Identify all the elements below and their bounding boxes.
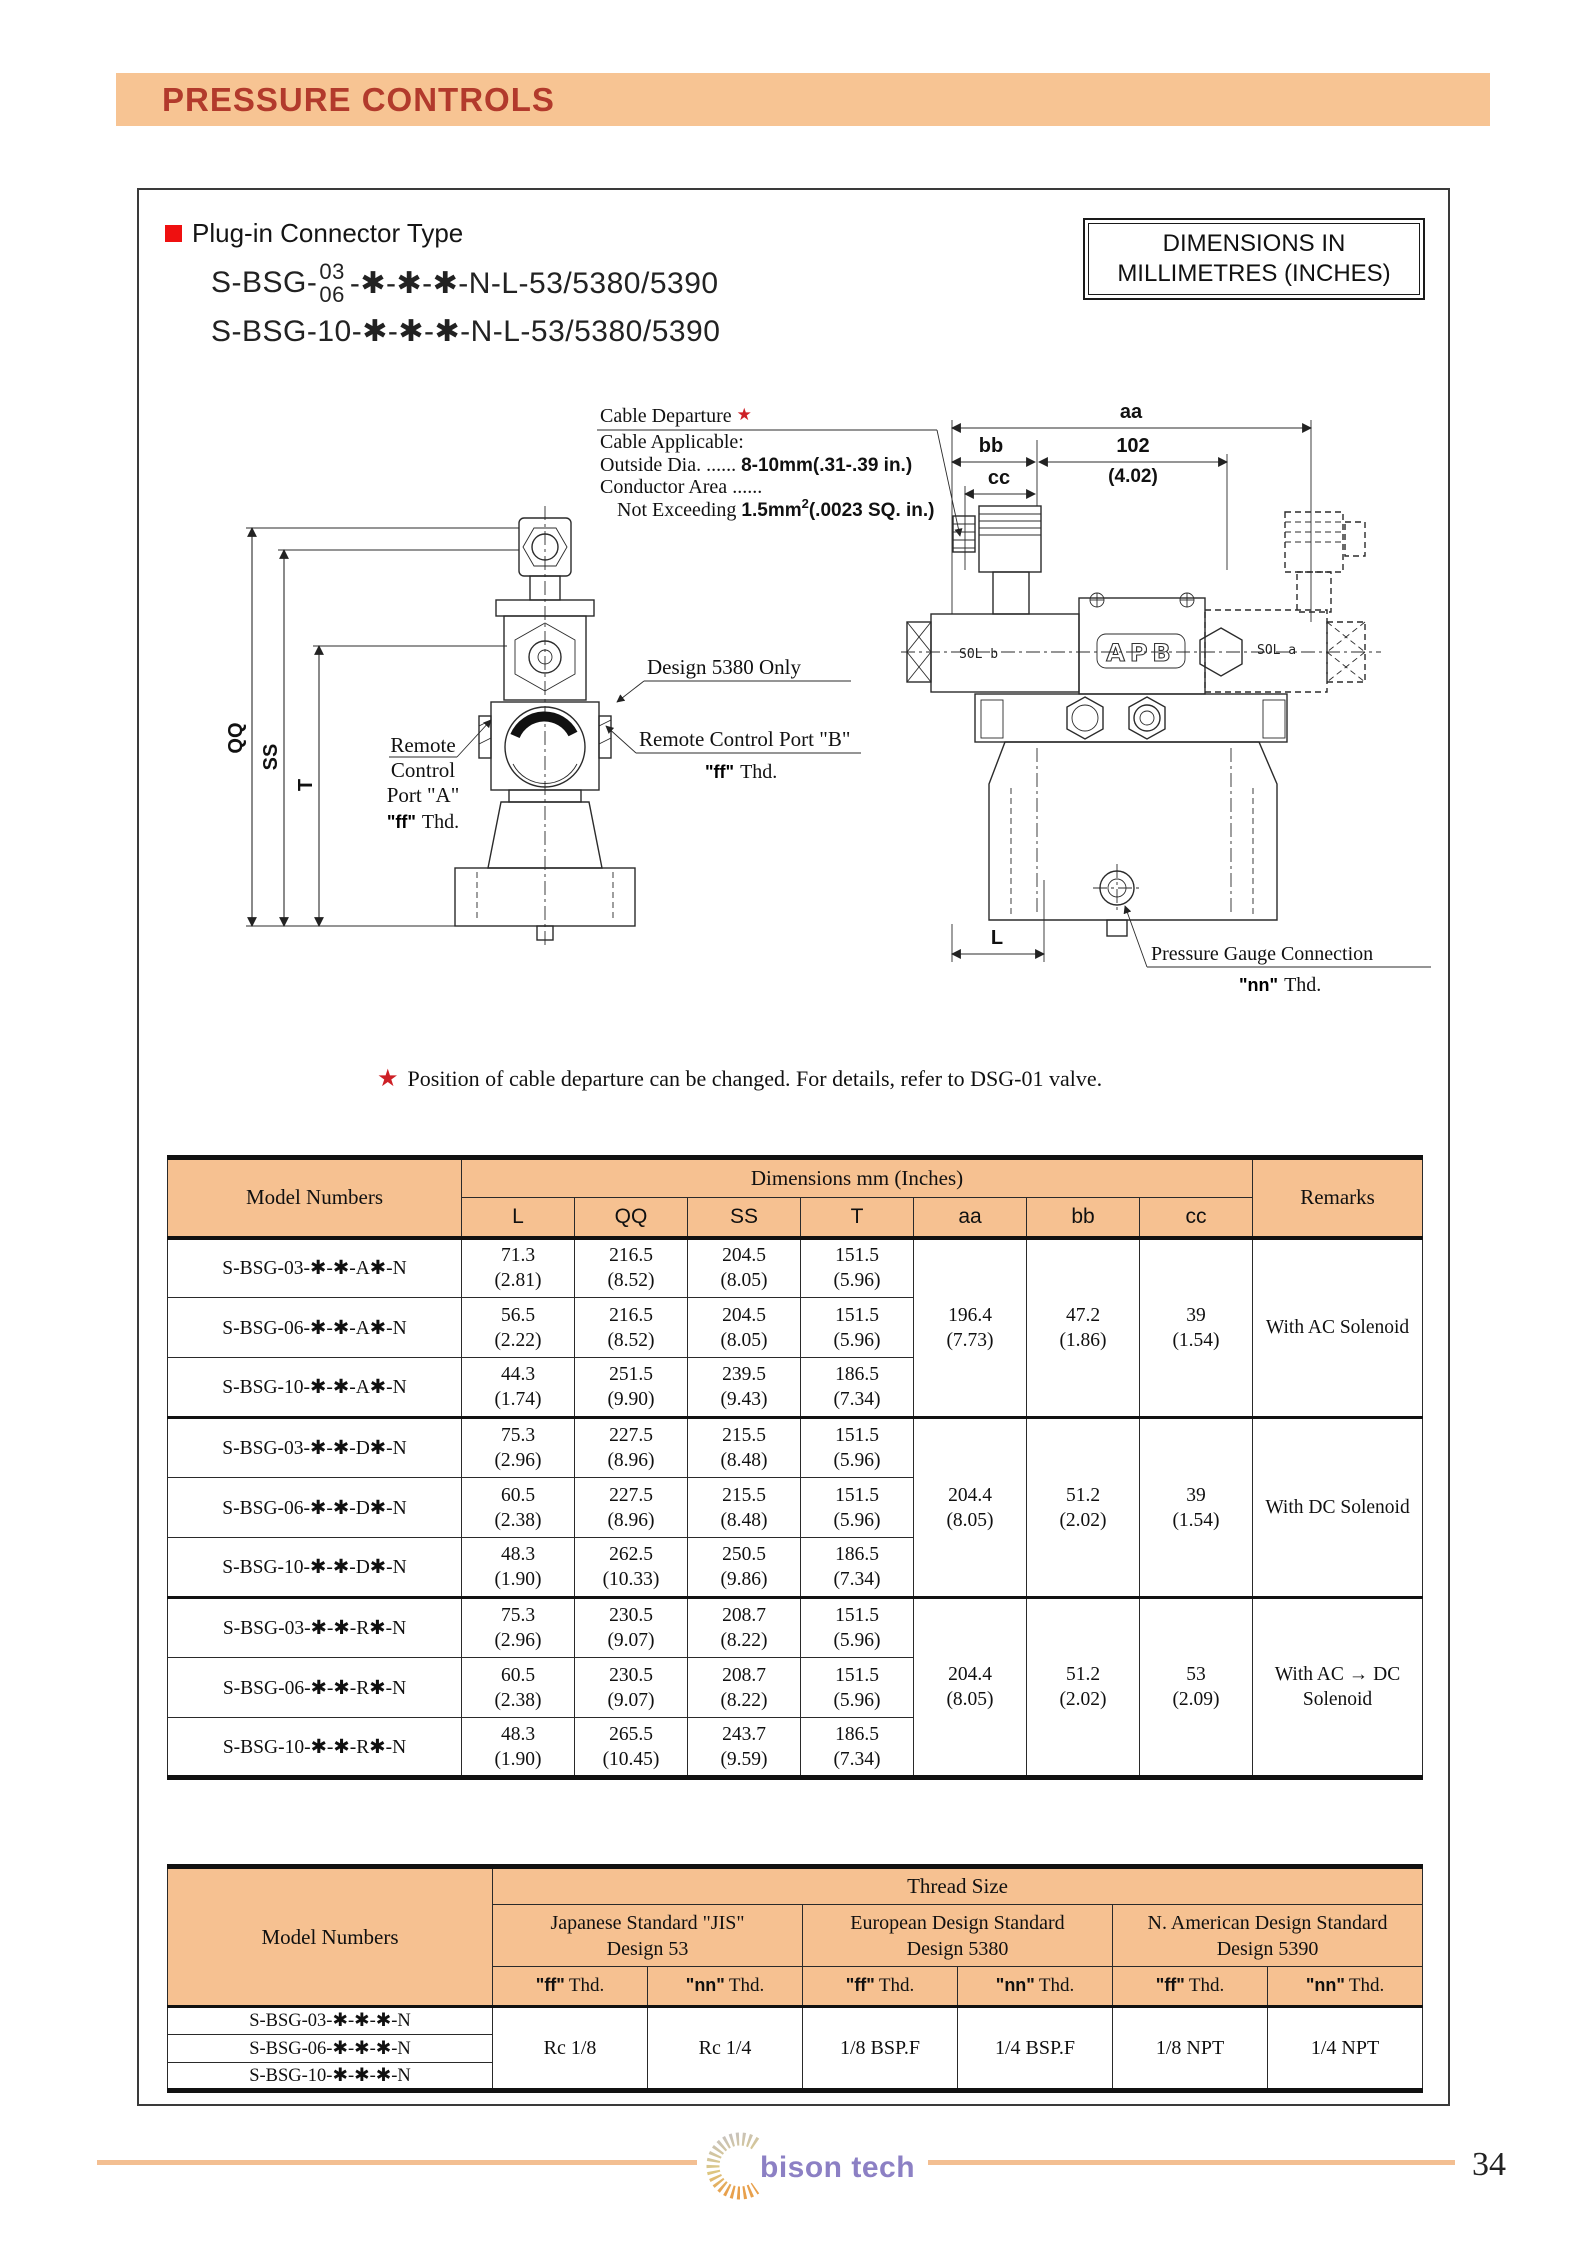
table-row: S-BSG-10-✱-✱-D✱-N 48.3 (1.90) 262.5 (10.33) 250.5 (9.86) 186.5 (7.34) [168, 1538, 1423, 1598]
model-cell: S-BSG-06-✱-✱-A✱-N [168, 1298, 462, 1358]
cable-outside-dia: Outside Dia. ...... 8-10mm(.31-.39 in.) [600, 454, 913, 476]
model-cell: S-BSG-03-✱-✱-D✱-N [168, 1418, 462, 1478]
thread-col-nn-eu: "nn" Thd. [958, 1967, 1113, 2007]
technical-drawing [139, 270, 1452, 1010]
logo-burst-icon [713, 2139, 756, 2193]
table-row: S-BSG-03-✱-✱-R✱-N 75.3 (2.96) 230.5 (9.07) 208.7 (8.22) 151.5 (5.96) 204.4 (8.05) 51.2 (2.02) 53 (2.09) With AC → DC Solenoid [168, 1598, 1423, 1658]
table-row: S-BSG-10-✱-✱-A✱-N 44.3 (1.74) 251.5 (9.90) 239.5 (9.43) 186.5 (7.34) [168, 1358, 1423, 1418]
dim-label-aa: aa [1119, 401, 1143, 423]
remote-port-a-thd: "ff" Thd. [386, 811, 460, 833]
red-star-icon: ★ [377, 1064, 399, 1092]
model-cell: S-BSG-03-✱-✱-A✱-N [168, 1238, 462, 1298]
dim-label-102-inches: (4.02) [1108, 466, 1158, 487]
model-cell: S-BSG-06-✱-✱-D✱-N [168, 1478, 462, 1538]
col-header-t: T [801, 1198, 914, 1238]
sol-b-label: SOL b [959, 647, 999, 662]
subsection-title: Plug-in Connector Type [192, 218, 464, 248]
dim-label-t: T [295, 778, 317, 792]
cable-position-note-text: Position of cable departure can be changed. For details, refer to DSG-01 valve. [407, 1066, 1103, 1091]
thread-value: Rc 1/8 [493, 2007, 648, 2091]
table-row: S-BSG-03-✱-✱-D✱-N 75.3 (2.96) 227.5 (8.96) 215.5 (8.48) 151.5 (5.96) 204.4 (8.05) 51.2 (2.02) 39 (1.54) With DC Solenoid [168, 1418, 1423, 1478]
col-header-aa: aa [914, 1198, 1027, 1238]
remote-port-b-thd: "ff" Thd. [705, 761, 778, 783]
section-banner [116, 73, 1490, 126]
subsection-heading [165, 218, 463, 249]
model-cell: S-BSG-03-✱-✱-R✱-N [168, 1598, 462, 1658]
col-header-l: L [462, 1198, 575, 1238]
table-row: S-BSG-03-✱-✱-A✱-N 71.3 (2.81) 216.5 (8.52) 204.5 (8.05) 151.5 (5.96) 196.4 (7.73) 47.2 (1.86) 39 (1.54) With AC Solenoid [168, 1238, 1423, 1298]
thread-value: 1/8 BSP.F [803, 2007, 958, 2091]
remote-port-a-line3: Port "A" [386, 783, 460, 807]
col-header-remarks: Remarks [1253, 1158, 1423, 1238]
dimensions-table [167, 1155, 1423, 1780]
thread-size-header: Thread Size [493, 1867, 1423, 1905]
front-view-dimensions [225, 528, 519, 926]
thread-col-ff-na: "ff" Thd. [1113, 1967, 1268, 2007]
thread-col-nn-na: "nn" Thd. [1268, 1967, 1423, 2007]
model-cell: S-BSG-10-✱-✱-D✱-N [168, 1538, 462, 1598]
cable-conductor-area: Conductor Area ...... [600, 476, 763, 498]
model-cell: S-BSG-10-✱-✱-R✱-N [168, 1718, 462, 1778]
bisontech-logo [697, 2122, 927, 2208]
col-header-model-numbers: Model Numbers [168, 1158, 462, 1238]
thread-size-table [167, 1864, 1423, 2093]
dim-label-cc: cc [987, 467, 1011, 489]
thread-value: 1/4 BSP.F [958, 2007, 1113, 2091]
model-cell: S-BSG-10-✱-✱-✱-N [168, 2063, 493, 2091]
design-5380-note: Design 5380 Only [647, 655, 801, 679]
col-header-ss: SS [688, 1198, 801, 1238]
table-row: S-BSG-06-✱-✱-D✱-N 60.5 (2.38) 227.5 (8.96) 215.5 (8.48) 151.5 (5.96) [168, 1478, 1423, 1538]
dim-label-qq: QQ [225, 722, 247, 754]
model-size-03: 03 [319, 259, 345, 284]
thread-value: 1/8 NPT [1113, 2007, 1268, 2091]
remark-cell: With AC Solenoid [1253, 1238, 1423, 1418]
dim-label-l: L [990, 927, 1004, 949]
thread-value: 1/4 NPT [1268, 2007, 1423, 2091]
dim-label-102: 102 [1116, 435, 1150, 457]
cable-spec-block [597, 405, 960, 536]
side-view-valve-drawing [901, 506, 1381, 936]
page-title: PRESSURE CONTROLS [162, 81, 555, 118]
standard-jis: Japanese Standard "JIS" Design 53 [493, 1905, 803, 1967]
remark-cell: With DC Solenoid [1253, 1418, 1423, 1598]
thread-col-ff-eu: "ff" Thd. [803, 1967, 958, 2007]
remote-port-b-label: Remote Control Port "B" [639, 727, 851, 751]
standard-european: European Design Standard Design 5380 [803, 1905, 1113, 1967]
remark-cell: With AC → DC Solenoid [1253, 1598, 1423, 1778]
model-cell: S-BSG-10-✱-✱-A✱-N [168, 1358, 462, 1418]
dimensions-note-line2: MILLIMETRES (INCHES) [1117, 260, 1391, 287]
cable-position-note [377, 1064, 1102, 1092]
valve-brand-logo: APB [1106, 639, 1176, 667]
dimensions-note-line1: DIMENSIONS IN [1162, 230, 1346, 257]
model-cell: S-BSG-06-✱-✱-R✱-N [168, 1658, 462, 1718]
col-header-bb: bb [1027, 1198, 1140, 1238]
dim-label-ss: SS [260, 743, 282, 771]
logo-wordmark: bison tech [760, 2151, 916, 2184]
col-header-dimensions: Dimensions mm (Inches) [462, 1158, 1253, 1198]
thread-col-nn-jis: "nn" Thd. [648, 1967, 803, 2007]
front-view-valve-drawing [455, 506, 635, 946]
sol-a-label: SOL a [1257, 643, 1297, 658]
page-number: 34 [1472, 2146, 1506, 2183]
standard-namerican: N. American Design Standard Design 5390 [1113, 1905, 1423, 1967]
content-frame [137, 188, 1450, 2106]
footer-rule-left [97, 2160, 697, 2165]
col-header-qq: QQ [575, 1198, 688, 1238]
table-row [168, 2007, 1423, 2035]
front-view-callouts [387, 655, 861, 833]
col-header-cc: cc [1140, 1198, 1253, 1238]
red-square-bullet-icon [165, 225, 182, 242]
footer-rule-right [928, 2160, 1455, 2165]
cable-not-exceeding: Not Exceeding $1.5mm^2(.0023$ SQ. in.) [617, 496, 935, 521]
dim-label-bb: bb [978, 435, 1004, 457]
thread-value: Rc 1/4 [648, 2007, 803, 2091]
model-size-06: 06 [319, 282, 345, 307]
pressure-gauge-label: Pressure Gauge Connection [1151, 943, 1374, 965]
model-cell: S-BSG-03-✱-✱-✱-N [168, 2007, 493, 2035]
table-row: S-BSG-06-✱-✱-A✱-N 56.5 (2.22) 216.5 (8.52) 204.5 (8.05) 151.5 (5.96) [168, 1298, 1423, 1358]
table-row: S-BSG-10-✱-✱-R✱-N 48.3 (1.90) 265.5 (10.45) 243.7 (9.59) 186.5 (7.34) [168, 1718, 1423, 1778]
cable-applicable-label: Cable Applicable: [600, 431, 744, 453]
model-suffix: -✱-✱-✱-N-L-53/5380/5390 [349, 266, 719, 300]
remote-port-a-line2: Control [390, 758, 456, 782]
remote-port-a-line1: Remote [390, 733, 456, 757]
model-prefix: S-BSG- [211, 266, 318, 299]
thread-col-header-model: Model Numbers [168, 1867, 493, 2007]
cable-departure-label: Cable Departure ★ [600, 405, 752, 427]
model-code-line2: S-BSG-10-✱-✱-✱-N-L-53/5380/5390 [211, 315, 721, 348]
thread-col-ff-jis: "ff" Thd. [493, 1967, 648, 2007]
pressure-gauge-thd: "nn" Thd. [1239, 974, 1322, 996]
model-cell: S-BSG-06-✱-✱-✱-N [168, 2035, 493, 2063]
table-row: S-BSG-06-✱-✱-R✱-N 60.5 (2.38) 230.5 (9.07) 208.7 (8.22) 151.5 (5.96) [168, 1658, 1423, 1718]
